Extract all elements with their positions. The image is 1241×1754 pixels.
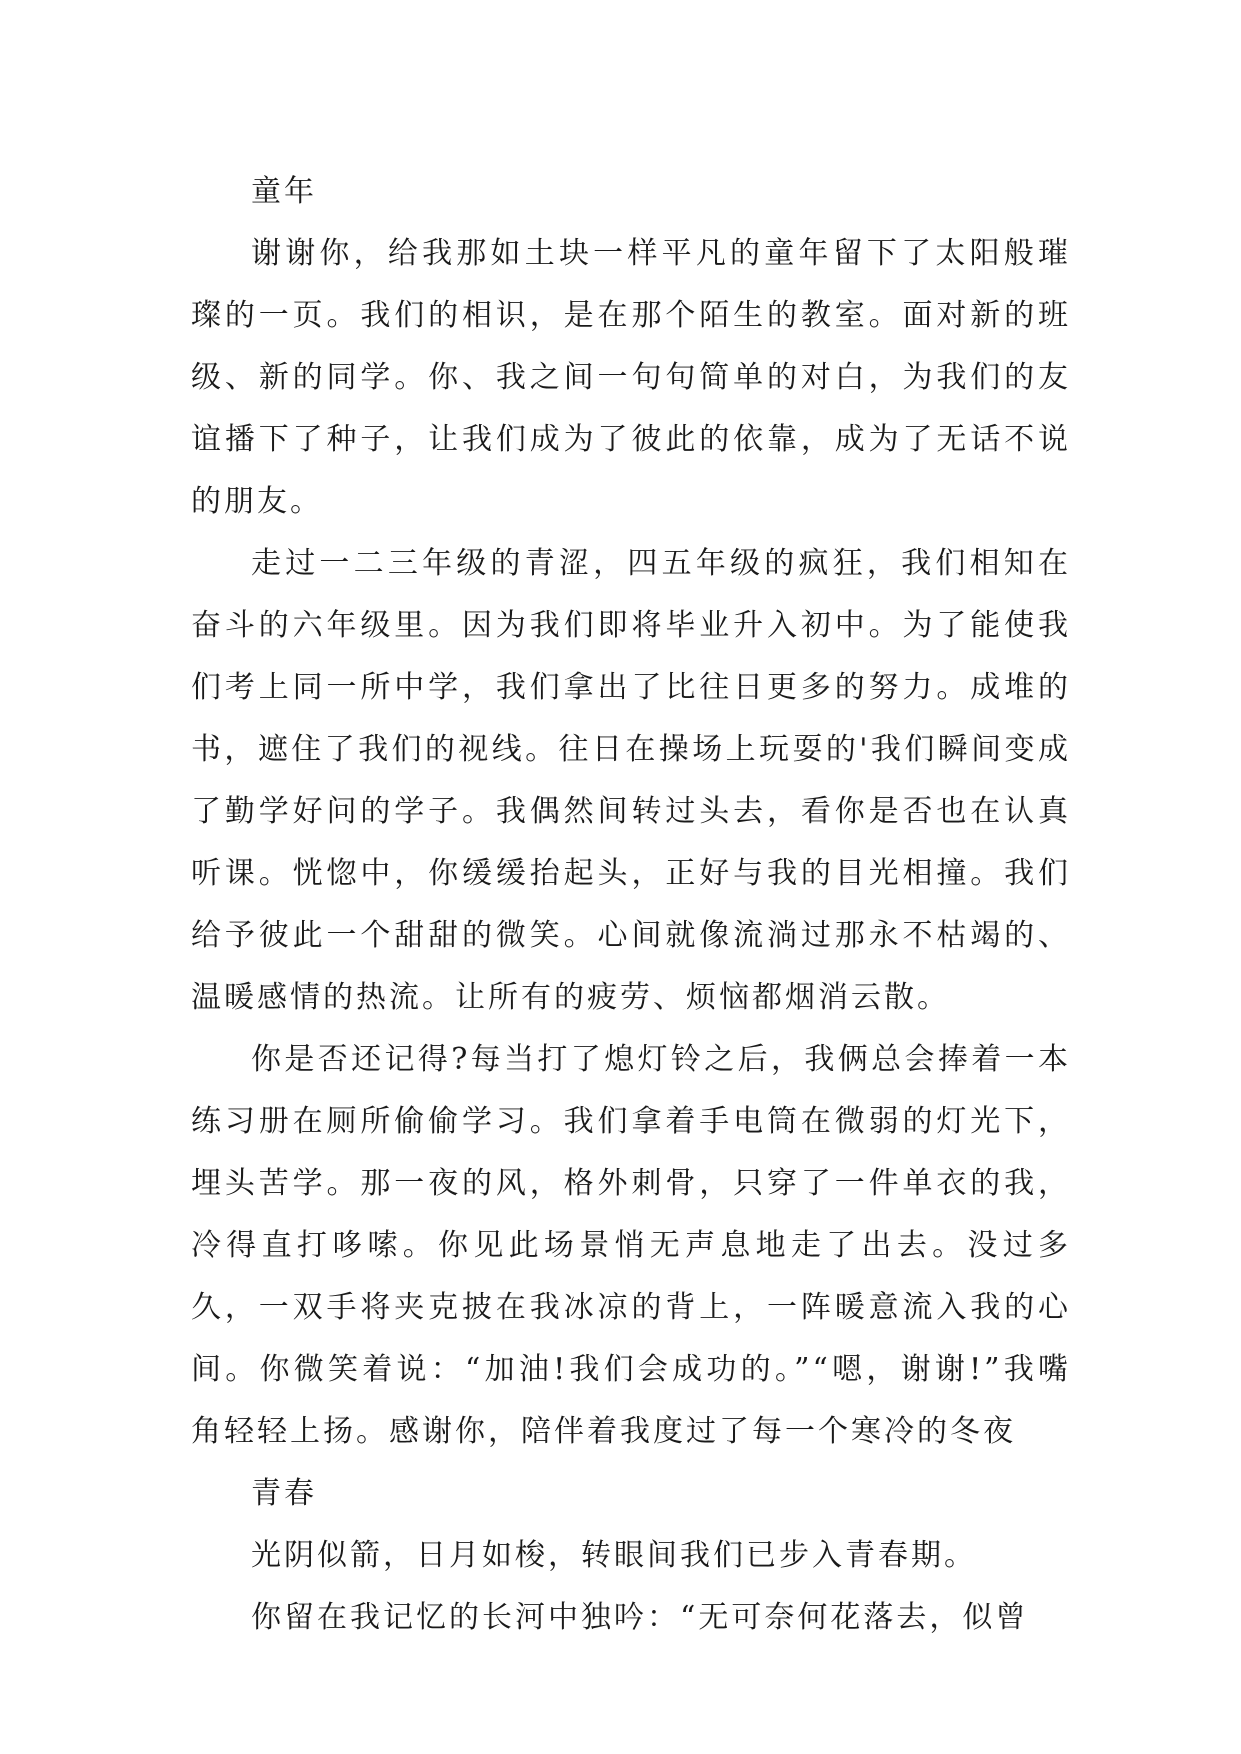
section-heading-childhood: 童年 xyxy=(251,174,317,209)
body-paragraph: 走过一二三年级的青涩，四五年级的疯狂，我们相知在奋斗的六年级里。因为我们即将毕业升入初中。为了能使我们考上同一所中学，我们拿出了比往日更多的努力。成堆的书，遮住了我们的视线。往日在操场上玩耍的'我们瞬间变成了勤学好问的学子。我偶然间转过头去，看你是否也在认真听课。恍惚中，你缓缓抬起头，正好与我的目光相撞。我们给予彼此一个甜甜的微笑。心间就像流淌过那永不枯竭的、温暖感情的热流。让所有的疲劳、烦恼都烟消云散。 xyxy=(191,546,1071,1015)
body-paragraph: 你留在我记忆的长河中独吟：“无可奈何花落去，似曾 xyxy=(251,1600,1029,1635)
section-heading-youth: 青春 xyxy=(251,1476,317,1511)
body-paragraph: 谢谢你，给我那如土块一样平凡的童年留下了太阳般璀璨的一页。我们的相识，是在那个陌生的教室。面对新的班级、新的同学。你、我之间一句句简单的对白，为我们的友谊播下了种子，让我们成为了彼此的依靠，成为了无话不说的朋友。 xyxy=(191,236,1071,519)
body-paragraph: 你是否还记得?每当打了熄灯铃之后，我俩总会捧着一本练习册在厕所偷偷学习。我们拿着手电筒在微弱的灯光下，埋头苦学。那一夜的风，格外刺骨，只穿了一件单衣的我，冷得直打哆嗦。你见此场景悄无声息地走了出去。没过多久，一双手将夹克披在我冰凉的背上，一阵暖意流入我的心间。你微笑着说：“加油!我们会成功的。”“嗯，谢谢!”我嘴角轻轻上扬。感谢你，陪伴着我度过了每一个寒冷的冬夜 xyxy=(191,1042,1071,1449)
document-body xyxy=(191,161,1071,1649)
body-paragraph: 光阴似箭，日月如梭，转眼间我们已步入青春期。 xyxy=(251,1538,977,1573)
